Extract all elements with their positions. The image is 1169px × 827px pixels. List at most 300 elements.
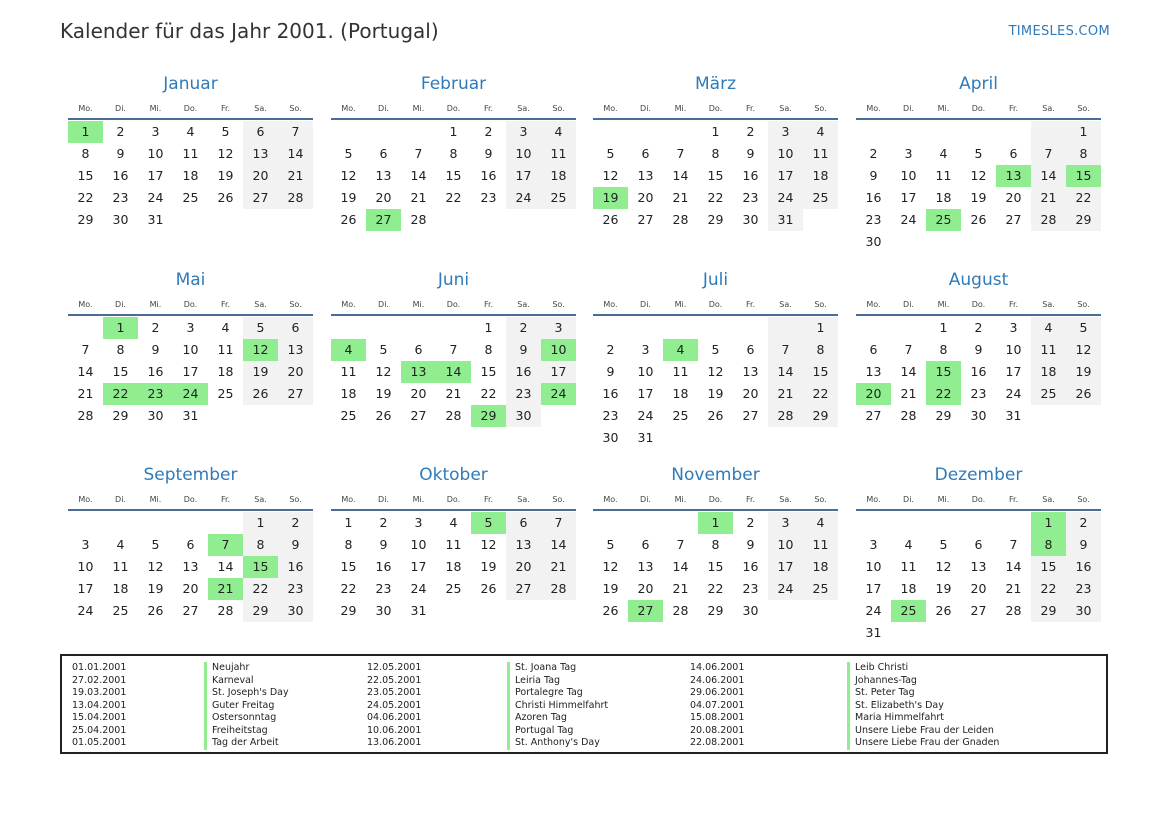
day-cell[interactable]: 6	[641, 146, 650, 161]
day-cell[interactable]: 27	[243, 187, 278, 209]
day-cell[interactable]: 28	[217, 603, 234, 618]
day-cell[interactable]: 27	[742, 408, 759, 423]
day-cell[interactable]: 26	[217, 190, 234, 205]
day-cell[interactable]: 22	[707, 190, 724, 205]
day-cell[interactable]: 10	[506, 143, 541, 165]
day-cell[interactable]: 2	[746, 124, 755, 139]
day-cell[interactable]: 8	[344, 537, 353, 552]
day-cell[interactable]: 29	[471, 405, 506, 427]
day-cell[interactable]: 16	[970, 364, 987, 379]
day-cell[interactable]: 30	[506, 405, 541, 427]
day-cell[interactable]: 27	[278, 383, 313, 405]
day-cell[interactable]: 17	[1005, 364, 1022, 379]
day-cell[interactable]: 30	[742, 603, 759, 618]
day-cell[interactable]: 24	[77, 603, 94, 618]
day-cell[interactable]: 18	[217, 364, 234, 379]
day-cell[interactable]: 19	[243, 361, 278, 383]
day-cell[interactable]: 16	[742, 168, 759, 183]
day-cell[interactable]: 25	[672, 408, 689, 423]
day-cell[interactable]: 10	[768, 534, 803, 556]
day-cell[interactable]: 15	[112, 364, 129, 379]
day-cell[interactable]: 20	[506, 556, 541, 578]
day-cell[interactable]: 18	[1031, 361, 1066, 383]
day-cell[interactable]: 18	[541, 165, 576, 187]
day-cell[interactable]: 30	[742, 212, 759, 227]
day-cell[interactable]: 11	[340, 364, 357, 379]
day-cell[interactable]: 9	[278, 534, 313, 556]
day-cell[interactable]: 14	[672, 168, 689, 183]
day-cell[interactable]: 5	[711, 342, 720, 357]
day-cell[interactable]: 6	[506, 512, 541, 534]
day-cell[interactable]: 26	[375, 408, 392, 423]
day-cell[interactable]: 9	[746, 146, 755, 161]
day-cell[interactable]: 6	[379, 146, 388, 161]
day-cell[interactable]: 22	[707, 581, 724, 596]
day-cell[interactable]: 5	[939, 537, 948, 552]
day-cell[interactable]: 3	[414, 515, 423, 530]
day-cell[interactable]: 23	[865, 212, 882, 227]
day-cell[interactable]: 25	[541, 187, 576, 209]
day-cell[interactable]: 2	[506, 317, 541, 339]
day-cell[interactable]: 14	[900, 364, 917, 379]
day-cell[interactable]: 26	[243, 383, 278, 405]
day-cell[interactable]: 15	[803, 361, 838, 383]
day-cell[interactable]: 31	[147, 212, 164, 227]
day-cell[interactable]: 30	[865, 234, 882, 249]
day-cell[interactable]: 18	[900, 581, 917, 596]
day-cell[interactable]: 19	[707, 386, 724, 401]
brand-link[interactable]: TIMESLES.COM	[1008, 24, 1110, 39]
day-cell[interactable]: 31	[182, 408, 199, 423]
day-cell[interactable]: 21	[410, 190, 427, 205]
day-cell[interactable]: 11	[182, 146, 199, 161]
day-cell[interactable]: 23	[375, 581, 392, 596]
day-cell[interactable]: 20	[182, 581, 199, 596]
day-cell[interactable]: 3	[81, 537, 90, 552]
day-cell[interactable]: 20	[856, 383, 891, 405]
day-cell[interactable]: 29	[340, 603, 357, 618]
day-cell[interactable]: 7	[768, 339, 803, 361]
day-cell[interactable]: 14	[1005, 559, 1022, 574]
day-cell[interactable]: 4	[803, 512, 838, 534]
day-cell[interactable]: 27	[865, 408, 882, 423]
day-cell[interactable]: 9	[116, 146, 125, 161]
day-cell[interactable]: 14	[77, 364, 94, 379]
day-cell[interactable]: 29	[1031, 600, 1066, 622]
day-cell[interactable]: 11	[541, 143, 576, 165]
day-cell[interactable]: 16	[375, 559, 392, 574]
day-cell[interactable]: 26	[602, 603, 619, 618]
day-cell[interactable]: 15	[926, 361, 961, 383]
day-cell[interactable]: 10	[541, 339, 576, 361]
day-cell[interactable]: 6	[974, 537, 983, 552]
day-cell[interactable]: 11	[445, 537, 462, 552]
day-cell[interactable]: 24	[410, 581, 427, 596]
day-cell[interactable]: 23	[742, 190, 759, 205]
day-cell[interactable]: 3	[506, 121, 541, 143]
day-cell[interactable]: 14	[672, 559, 689, 574]
day-cell[interactable]: 22	[77, 190, 94, 205]
day-cell[interactable]: 21	[208, 578, 243, 600]
day-cell[interactable]: 7	[208, 534, 243, 556]
day-cell[interactable]: 31	[1005, 408, 1022, 423]
day-cell[interactable]: 13	[278, 339, 313, 361]
day-cell[interactable]: 4	[449, 515, 458, 530]
day-cell[interactable]: 7	[676, 146, 685, 161]
day-cell[interactable]: 23	[112, 190, 129, 205]
day-cell[interactable]: 28	[900, 408, 917, 423]
day-cell[interactable]: 3	[1009, 320, 1018, 335]
day-cell[interactable]: 18	[340, 386, 357, 401]
day-cell[interactable]: 15	[480, 364, 497, 379]
day-cell[interactable]: 24	[637, 408, 654, 423]
day-cell[interactable]: 1	[1031, 512, 1066, 534]
day-cell[interactable]: 27	[410, 408, 427, 423]
day-cell[interactable]: 12	[935, 559, 952, 574]
day-cell[interactable]: 21	[445, 386, 462, 401]
day-cell[interactable]: 18	[112, 581, 129, 596]
day-cell[interactable]: 11	[1031, 339, 1066, 361]
day-cell[interactable]: 8	[449, 146, 458, 161]
day-cell[interactable]: 20	[278, 361, 313, 383]
day-cell[interactable]: 5	[344, 146, 353, 161]
day-cell[interactable]: 28	[410, 212, 427, 227]
day-cell[interactable]: 21	[278, 165, 313, 187]
day-cell[interactable]: 30	[375, 603, 392, 618]
day-cell[interactable]: 16	[278, 556, 313, 578]
day-cell[interactable]: 8	[116, 342, 125, 357]
day-cell[interactable]: 7	[676, 537, 685, 552]
day-cell[interactable]: 2	[379, 515, 388, 530]
day-cell[interactable]: 8	[711, 146, 720, 161]
day-cell[interactable]: 17	[768, 556, 803, 578]
day-cell[interactable]: 13	[243, 143, 278, 165]
day-cell[interactable]: 12	[243, 339, 278, 361]
day-cell[interactable]: 24	[768, 578, 803, 600]
day-cell[interactable]: 22	[340, 581, 357, 596]
day-cell[interactable]: 27	[628, 600, 663, 622]
day-cell[interactable]: 31	[865, 625, 882, 640]
day-cell[interactable]: 26	[707, 408, 724, 423]
day-cell[interactable]: 11	[900, 559, 917, 574]
day-cell[interactable]: 8	[484, 342, 493, 357]
day-cell[interactable]: 8	[1066, 143, 1101, 165]
day-cell[interactable]: 6	[869, 342, 878, 357]
day-cell[interactable]: 22	[243, 578, 278, 600]
day-cell[interactable]: 29	[707, 603, 724, 618]
day-cell[interactable]: 10	[147, 146, 164, 161]
day-cell[interactable]: 24	[541, 383, 576, 405]
day-cell[interactable]: 9	[974, 342, 983, 357]
day-cell[interactable]: 26	[480, 581, 497, 596]
day-cell[interactable]: 14	[436, 361, 471, 383]
day-cell[interactable]: 4	[904, 537, 913, 552]
day-cell[interactable]: 18	[182, 168, 199, 183]
day-cell[interactable]: 1	[711, 124, 720, 139]
day-cell[interactable]: 1	[939, 320, 948, 335]
day-cell[interactable]: 23	[138, 383, 173, 405]
day-cell[interactable]: 21	[768, 383, 803, 405]
day-cell[interactable]: 30	[147, 408, 164, 423]
day-cell[interactable]: 3	[641, 342, 650, 357]
day-cell[interactable]: 5	[606, 537, 615, 552]
day-cell[interactable]: 17	[900, 190, 917, 205]
day-cell[interactable]: 21	[77, 386, 94, 401]
day-cell[interactable]: 29	[112, 408, 129, 423]
day-cell[interactable]: 23	[480, 190, 497, 205]
day-cell[interactable]: 17	[182, 364, 199, 379]
day-cell[interactable]: 13	[182, 559, 199, 574]
day-cell[interactable]: 24	[1005, 386, 1022, 401]
day-cell[interactable]: 25	[803, 578, 838, 600]
day-cell[interactable]: 13	[742, 364, 759, 379]
day-cell[interactable]: 19	[480, 559, 497, 574]
day-cell[interactable]: 3	[768, 121, 803, 143]
day-cell[interactable]: 15	[340, 559, 357, 574]
day-cell[interactable]: 31	[637, 430, 654, 445]
day-cell[interactable]: 25	[803, 187, 838, 209]
day-cell[interactable]: 17	[768, 165, 803, 187]
day-cell[interactable]: 24	[900, 212, 917, 227]
day-cell[interactable]: 7	[278, 121, 313, 143]
day-cell[interactable]: 5	[471, 512, 506, 534]
day-cell[interactable]: 16	[506, 361, 541, 383]
day-cell[interactable]: 12	[602, 168, 619, 183]
day-cell[interactable]: 29	[803, 405, 838, 427]
day-cell[interactable]: 15	[1066, 165, 1101, 187]
day-cell[interactable]: 28	[278, 187, 313, 209]
day-cell[interactable]: 23	[602, 408, 619, 423]
day-cell[interactable]: 4	[803, 121, 838, 143]
day-cell[interactable]: 16	[147, 364, 164, 379]
day-cell[interactable]: 26	[602, 212, 619, 227]
day-cell[interactable]: 24	[147, 190, 164, 205]
day-cell[interactable]: 7	[449, 342, 458, 357]
day-cell[interactable]: 26	[1066, 383, 1101, 405]
day-cell[interactable]: 2	[1066, 512, 1101, 534]
day-cell[interactable]: 9	[1066, 534, 1101, 556]
day-cell[interactable]: 8	[711, 537, 720, 552]
day-cell[interactable]: 10	[410, 537, 427, 552]
day-cell[interactable]: 22	[803, 383, 838, 405]
day-cell[interactable]: 30	[112, 212, 129, 227]
day-cell[interactable]: 26	[340, 212, 357, 227]
day-cell[interactable]: 20	[1005, 190, 1022, 205]
day-cell[interactable]: 18	[672, 386, 689, 401]
day-cell[interactable]: 5	[243, 317, 278, 339]
day-cell[interactable]: 29	[935, 408, 952, 423]
day-cell[interactable]: 13	[865, 364, 882, 379]
day-cell[interactable]: 9	[506, 339, 541, 361]
day-cell[interactable]: 23	[1066, 578, 1101, 600]
day-cell[interactable]: 2	[746, 515, 755, 530]
day-cell[interactable]: 26	[935, 603, 952, 618]
day-cell[interactable]: 27	[506, 578, 541, 600]
day-cell[interactable]: 12	[480, 537, 497, 552]
day-cell[interactable]: 2	[278, 512, 313, 534]
day-cell[interactable]: 4	[663, 339, 698, 361]
day-cell[interactable]: 13	[401, 361, 436, 383]
day-cell[interactable]: 5	[1066, 317, 1101, 339]
day-cell[interactable]: 2	[116, 124, 125, 139]
day-cell[interactable]: 19	[970, 190, 987, 205]
day-cell[interactable]: 24	[865, 603, 882, 618]
day-cell[interactable]: 22	[480, 386, 497, 401]
day-cell[interactable]: 7	[904, 342, 913, 357]
day-cell[interactable]: 5	[606, 146, 615, 161]
day-cell[interactable]: 6	[186, 537, 195, 552]
day-cell[interactable]: 11	[217, 342, 234, 357]
day-cell[interactable]: 4	[939, 146, 948, 161]
day-cell[interactable]: 12	[602, 559, 619, 574]
day-cell[interactable]: 2	[151, 320, 160, 335]
day-cell[interactable]: 16	[602, 386, 619, 401]
day-cell[interactable]: 14	[217, 559, 234, 574]
day-cell[interactable]: 8	[243, 534, 278, 556]
day-cell[interactable]: 21	[1031, 187, 1066, 209]
day-cell[interactable]: 2	[974, 320, 983, 335]
day-cell[interactable]: 6	[746, 342, 755, 357]
day-cell[interactable]: 23	[506, 383, 541, 405]
day-cell[interactable]: 2	[606, 342, 615, 357]
day-cell[interactable]: 7	[81, 342, 90, 357]
day-cell[interactable]: 30	[602, 430, 619, 445]
day-cell[interactable]: 11	[672, 364, 689, 379]
day-cell[interactable]: 16	[112, 168, 129, 183]
day-cell[interactable]: 9	[484, 146, 493, 161]
day-cell[interactable]: 10	[182, 342, 199, 357]
day-cell[interactable]: 17	[147, 168, 164, 183]
day-cell[interactable]: 5	[221, 124, 230, 139]
day-cell[interactable]: 17	[865, 581, 882, 596]
day-cell[interactable]: 1	[68, 121, 103, 143]
day-cell[interactable]: 15	[445, 168, 462, 183]
day-cell[interactable]: 3	[768, 512, 803, 534]
day-cell[interactable]: 28	[541, 578, 576, 600]
day-cell[interactable]: 28	[445, 408, 462, 423]
day-cell[interactable]: 31	[768, 209, 803, 231]
day-cell[interactable]: 22	[103, 383, 138, 405]
day-cell[interactable]: 15	[707, 559, 724, 574]
day-cell[interactable]: 19	[340, 190, 357, 205]
day-cell[interactable]: 8	[803, 339, 838, 361]
day-cell[interactable]: 15	[243, 556, 278, 578]
day-cell[interactable]: 2	[869, 146, 878, 161]
day-cell[interactable]: 10	[77, 559, 94, 574]
day-cell[interactable]: 26	[970, 212, 987, 227]
day-cell[interactable]: 10	[768, 143, 803, 165]
day-cell[interactable]: 19	[1066, 361, 1101, 383]
day-cell[interactable]: 28	[77, 408, 94, 423]
day-cell[interactable]: 7	[1031, 143, 1066, 165]
day-cell[interactable]: 10	[1005, 342, 1022, 357]
day-cell[interactable]: 10	[865, 559, 882, 574]
day-cell[interactable]: 1	[243, 512, 278, 534]
day-cell[interactable]: 27	[637, 212, 654, 227]
day-cell[interactable]: 29	[77, 212, 94, 227]
day-cell[interactable]: 20	[375, 190, 392, 205]
day-cell[interactable]: 21	[672, 581, 689, 596]
day-cell[interactable]: 18	[803, 165, 838, 187]
day-cell[interactable]: 14	[541, 534, 576, 556]
day-cell[interactable]: 19	[375, 386, 392, 401]
day-cell[interactable]: 11	[935, 168, 952, 183]
day-cell[interactable]: 11	[803, 534, 838, 556]
day-cell[interactable]: 10	[900, 168, 917, 183]
day-cell[interactable]: 27	[1005, 212, 1022, 227]
day-cell[interactable]: 4	[116, 537, 125, 552]
day-cell[interactable]: 30	[1066, 600, 1101, 622]
day-cell[interactable]: 27	[366, 209, 401, 231]
day-cell[interactable]: 3	[186, 320, 195, 335]
day-cell[interactable]: 25	[926, 209, 961, 231]
day-cell[interactable]: 6	[414, 342, 423, 357]
day-cell[interactable]: 11	[112, 559, 129, 574]
day-cell[interactable]: 20	[410, 386, 427, 401]
day-cell[interactable]: 15	[77, 168, 94, 183]
day-cell[interactable]: 4	[541, 121, 576, 143]
day-cell[interactable]: 17	[506, 165, 541, 187]
day-cell[interactable]: 25	[217, 386, 234, 401]
day-cell[interactable]: 23	[970, 386, 987, 401]
day-cell[interactable]: 10	[637, 364, 654, 379]
day-cell[interactable]: 14	[278, 143, 313, 165]
day-cell[interactable]: 7	[1009, 537, 1018, 552]
day-cell[interactable]: 20	[637, 190, 654, 205]
day-cell[interactable]: 21	[672, 190, 689, 205]
day-cell[interactable]: 22	[926, 383, 961, 405]
day-cell[interactable]: 30	[278, 600, 313, 622]
day-cell[interactable]: 29	[243, 600, 278, 622]
day-cell[interactable]: 22	[1066, 187, 1101, 209]
day-cell[interactable]: 4	[221, 320, 230, 335]
day-cell[interactable]: 25	[182, 190, 199, 205]
day-cell[interactable]: 17	[77, 581, 94, 596]
day-cell[interactable]: 17	[410, 559, 427, 574]
day-cell[interactable]: 12	[340, 168, 357, 183]
day-cell[interactable]: 6	[278, 317, 313, 339]
day-cell[interactable]: 20	[742, 386, 759, 401]
day-cell[interactable]: 21	[1005, 581, 1022, 596]
day-cell[interactable]: 27	[182, 603, 199, 618]
day-cell[interactable]: 2	[484, 124, 493, 139]
day-cell[interactable]: 12	[970, 168, 987, 183]
day-cell[interactable]: 15	[1031, 556, 1066, 578]
day-cell[interactable]: 13	[506, 534, 541, 556]
day-cell[interactable]: 12	[375, 364, 392, 379]
day-cell[interactable]: 3	[151, 124, 160, 139]
day-cell[interactable]: 6	[1009, 146, 1018, 161]
day-cell[interactable]: 1	[449, 124, 458, 139]
day-cell[interactable]: 18	[445, 559, 462, 574]
day-cell[interactable]: 1	[103, 317, 138, 339]
day-cell[interactable]: 12	[147, 559, 164, 574]
day-cell[interactable]: 8	[1031, 534, 1066, 556]
day-cell[interactable]: 17	[541, 361, 576, 383]
day-cell[interactable]: 6	[243, 121, 278, 143]
day-cell[interactable]: 24	[173, 383, 208, 405]
day-cell[interactable]: 28	[1031, 209, 1066, 231]
day-cell[interactable]: 19	[147, 581, 164, 596]
day-cell[interactable]: 26	[147, 603, 164, 618]
day-cell[interactable]: 12	[707, 364, 724, 379]
day-cell[interactable]: 5	[974, 146, 983, 161]
day-cell[interactable]: 11	[803, 143, 838, 165]
day-cell[interactable]: 24	[768, 187, 803, 209]
day-cell[interactable]: 23	[278, 578, 313, 600]
day-cell[interactable]: 1	[803, 317, 838, 339]
day-cell[interactable]: 7	[414, 146, 423, 161]
